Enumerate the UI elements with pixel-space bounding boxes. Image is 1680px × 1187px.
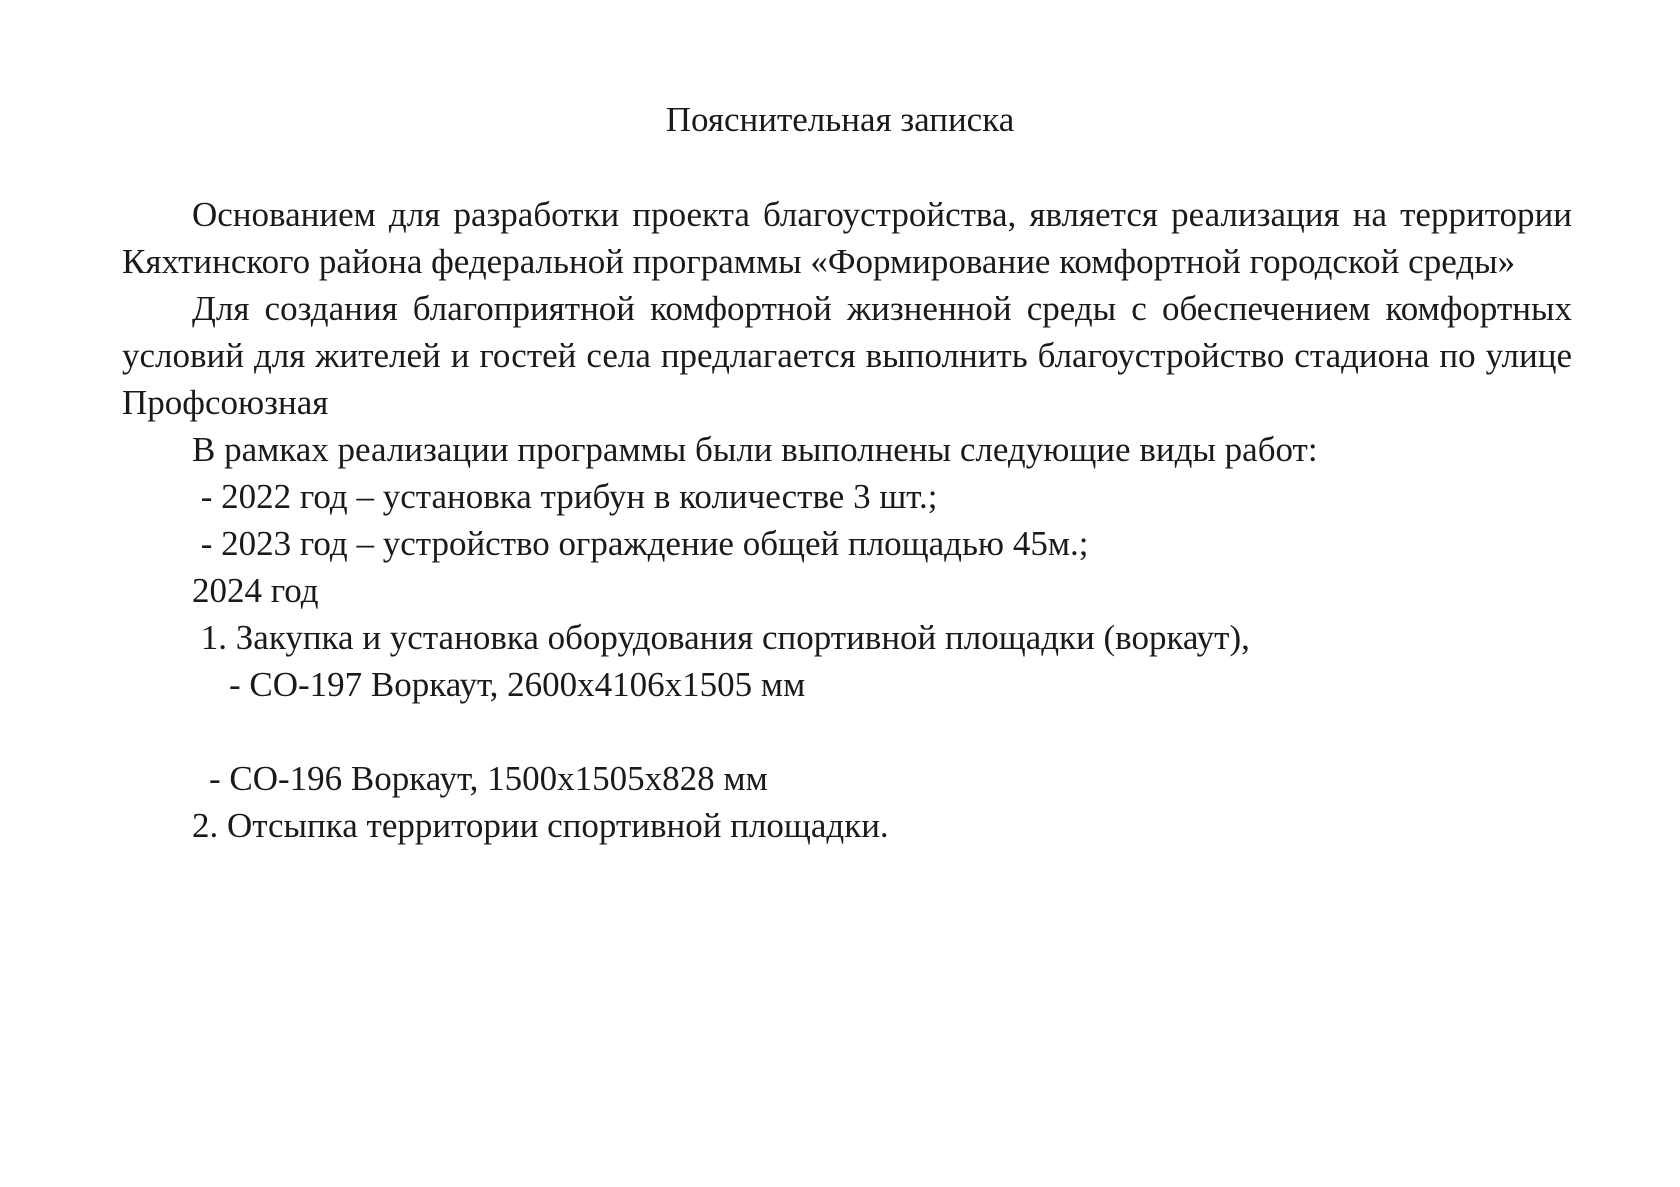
paragraph-works-intro: В рамках реализации программы были выполнены следующие виды работ: (192, 430, 1318, 469)
document-body (122, 191, 1572, 849)
document-title: Пояснительная записка (665, 100, 1015, 139)
list-item-2023: - 2023 год – устройство ограждение общей площадью 45м.; (192, 524, 1089, 563)
equipment-item-co196: - СО-196 Воркаут, 1500х1505х828 мм (209, 759, 768, 798)
paragraph-basis: Основанием для разработки проекта благоустройства, является реализация на территории Кяхтинского района федеральной программы «Формирование комфортной городской среды» (122, 195, 1572, 281)
equipment-item-co197: - СО-197 Воркаут, 2600х4106х1505 мм (229, 665, 806, 704)
task-2: 2. Отсыпка территории спортивной площадки. (192, 806, 889, 845)
list-item-2022: - 2022 год – установка трибун в количестве 3 шт.; (192, 477, 938, 516)
task-1: 1. Закупка и установка оборудования спортивной площадки (воркаут), (192, 618, 1250, 657)
blank-line (122, 708, 1572, 755)
year-2024-heading: 2024 год (192, 571, 319, 610)
paragraph-purpose: Для создания благоприятной комфортной жизненной среды с обеспечением комфортных условий для жителей и гостей села предлагается выполнить благоустройство стадиона по улице Профсоюзная (122, 289, 1572, 422)
